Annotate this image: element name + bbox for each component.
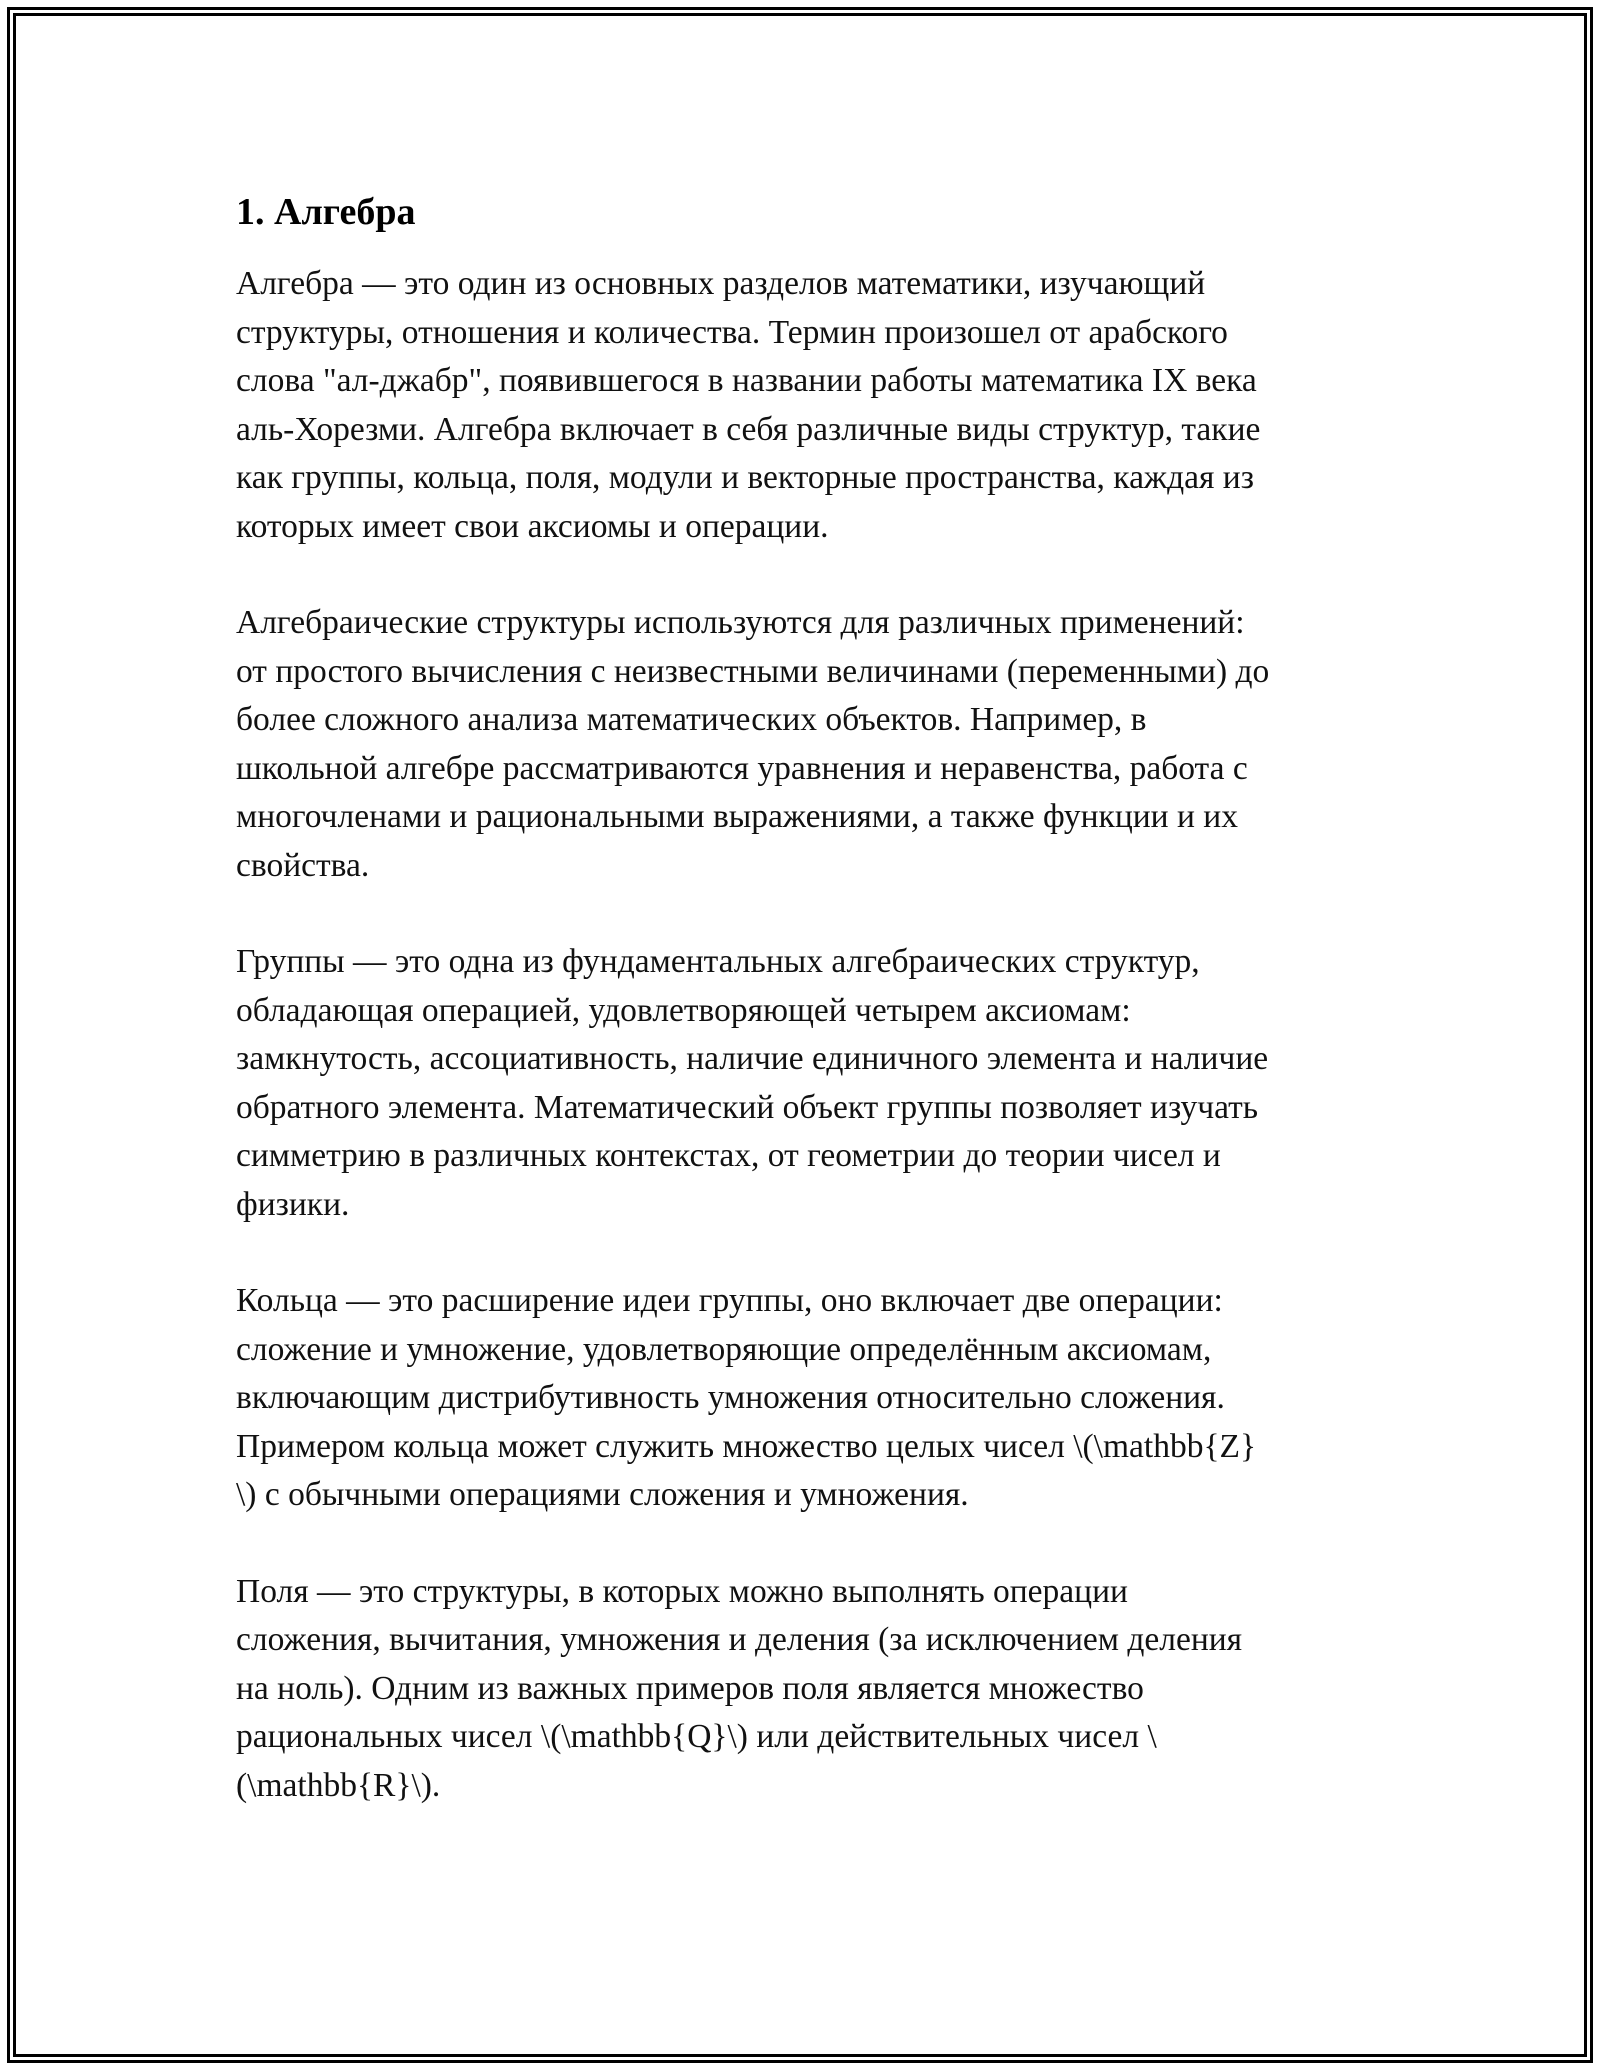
text-line: Алгебраические структуры используются для различных применений: [236,604,1245,641]
text-line: школьной алгебре рассматриваются уравнения и неравенства, работа с [236,749,1248,787]
text-line: более сложного анализа математических объектов. Например, в [236,701,1147,738]
text-line: обратного элемента. Математический объект группы позволяет изучать [236,1088,1259,1126]
text-line: структуры, отношения и количества. Термин произошел от арабского [236,313,1228,351]
section-heading: 1. Алгебра [236,191,416,233]
text-line: как группы, кольца, поля, модули и векторные пространства, каждая из [236,459,1254,496]
document-body [236,186,1386,1858]
text-line: от простого вычисления с неизвестными величинами (переменными) до [236,652,1270,690]
text-line: многочленами и рациональными выражениями, а также функции и их [236,798,1238,835]
paragraph-rings [236,1277,1386,1520]
text-line: Поля — это структуры, в которых можно выполнять операции [236,1572,1128,1610]
paragraph-groups [236,938,1386,1229]
text-line: на ноль). Одним из важных примеров поля является множество [236,1669,1144,1707]
text-line: свойства. [236,846,370,884]
paragraph-structures [236,599,1386,890]
text-line: слова "ал-джабр", появившегося в названии работы математика IX века [236,362,1257,399]
text-line: замкнутость, ассоциативность, наличие единичного элемента и наличие [236,1040,1269,1077]
text-line: Алгебра — это один из основных разделов математики, изучающий [236,265,1206,302]
paragraph-fields [236,1568,1386,1811]
text-line: обладающая операцией, удовлетворяющей четырем аксиомам: [236,991,1131,1029]
text-line: \) с обычными операциями сложения и умножения. [236,1476,969,1513]
text-line: включающим дистрибутивность умножения относительно сложения. [236,1379,1225,1416]
paragraph-intro [236,260,1386,551]
text-line: симметрию в различных контекстах, от геометрии до теории чисел и [236,1137,1221,1174]
text-line: Примером кольца может служить множество целых чисел \(\mathbb{Z} [236,1427,1257,1465]
text-line: аль-Хорезми. Алгебра включает в себя различные виды структур, такие [236,410,1261,448]
text-line: физики. [236,1185,350,1223]
text-line: Группы — это одна из фундаментальных алгебраических структур, [236,943,1200,980]
text-line: (\mathbb{R}\). [236,1766,441,1804]
text-line: Кольца — это расширение идеи группы, оно включает две операции: [236,1282,1223,1319]
text-line: сложения, вычитания, умножения и деления (за исключением деления [236,1621,1243,1658]
text-line: которых имеет свои аксиомы и операции. [236,507,829,545]
text-line: рациональных чисел \(\mathbb{Q}\) или действительных чисел \ [236,1718,1157,1755]
text-line: сложение и умножение, удовлетворяющие определённым аксиомам, [236,1330,1212,1368]
